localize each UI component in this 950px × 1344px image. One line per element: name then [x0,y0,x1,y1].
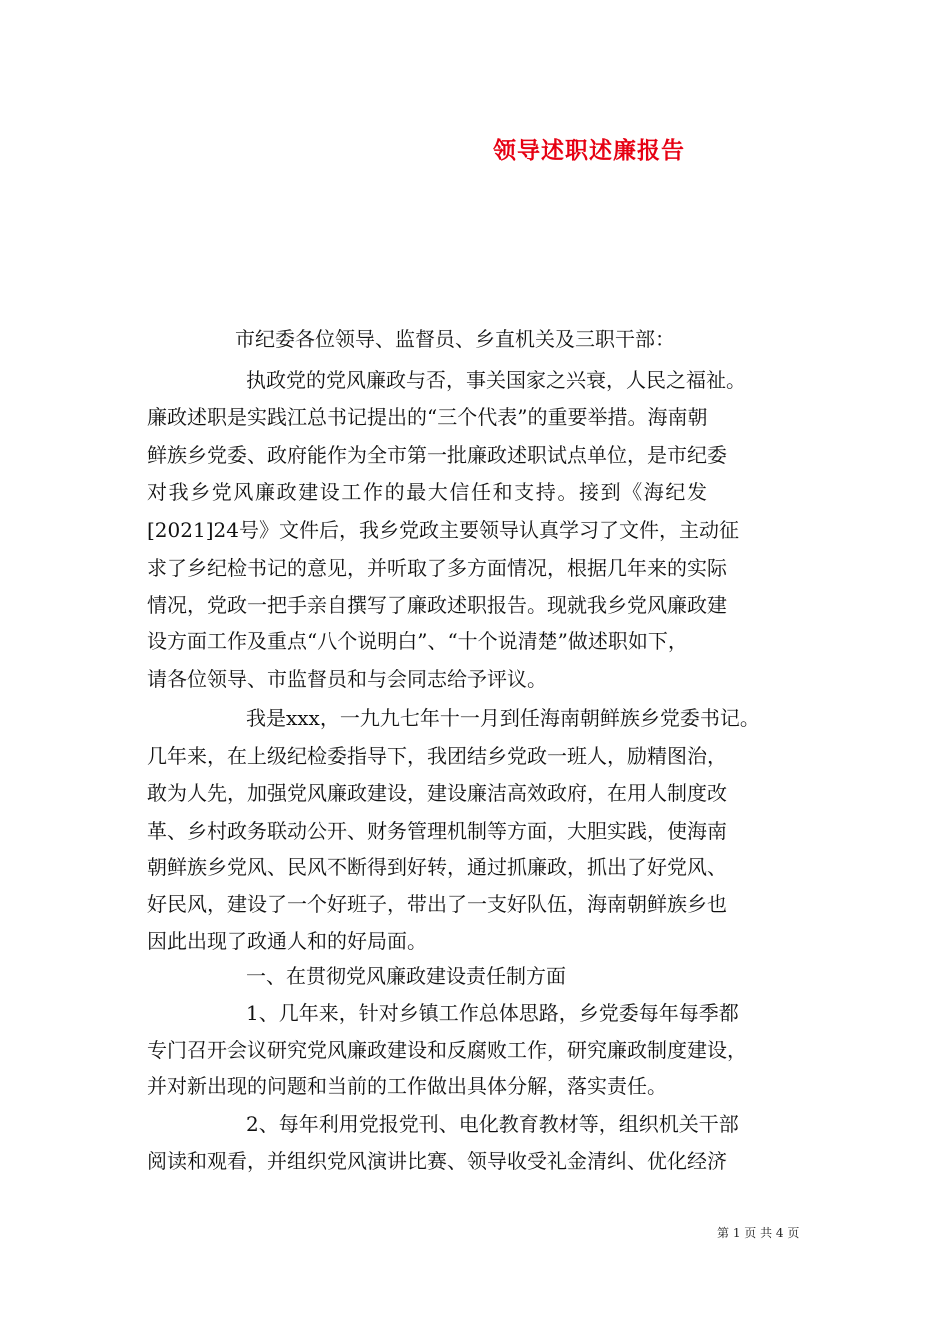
paragraph-line: 专门召开会议研究党风廉政建设和反腐败工作，研究廉政制度建设， [147,1038,747,1062]
paragraph-line: 几年来，在上级纪检委指导下，我团结乡党政一班人，励精图治， [147,744,727,768]
paragraph-line: 2、每年利用党报党刊、电化教育教材等，组织机关干部 [246,1112,739,1136]
salutation-line: 市纪委各位领导、监督员、乡直机关及三职干部： [235,327,675,351]
document-title: 领导述职述廉报告 [493,137,685,164]
paragraph-line: 1、几年来，针对乡镇工作总体思路，乡党委每年每季都 [246,1001,739,1025]
page-number-footer: 第 1 页 共 4 页 [717,1226,800,1240]
paragraph-line: 敢为人先，加强党风廉政建设，建设廉洁高效政府，在用人制度改 [147,781,727,805]
paragraph-line: 请各位领导、市监督员和与会同志给予评议。 [147,667,547,691]
paragraph-line: 执政党的党风廉政与否，事关国家之兴衰，人民之福祉。 [246,368,746,392]
section-heading: 一、在贯彻党风廉政建设责任制方面 [246,964,566,988]
paragraph-line: 对我乡党风廉政建设工作的最大信任和支持。接到《海纪发 [147,480,709,504]
paragraph-line: 好民风，建设了一个好班子，带出了一支好队伍，海南朝鲜族乡也 [147,892,727,916]
paragraph-line: 革、乡村政务联动公开、财务管理机制等方面，大胆实践，使海南 [147,819,727,843]
paragraph-line: 我是xxx，一九九七年十一月到任海南朝鲜族乡党委书记。 [246,706,760,730]
paragraph-line: 因此出现了政通人和的好局面。 [147,929,427,953]
paragraph-line: 阅读和观看，并组织党风演讲比赛、领导收受礼金清纠、优化经济 [147,1149,727,1173]
paragraph-line: 朝鲜族乡党风、民风不断得到好转，通过抓廉政，抓出了好党风、 [147,855,727,879]
paragraph-line: 情况，党政一把手亲自撰写了廉政述职报告。现就我乡党风廉政建 [147,593,727,617]
paragraph-line: [2021]24号》文件后，我乡党政主要领导认真学习了文件，主动征 [147,518,739,542]
paragraph-line: 求了乡纪检书记的意见，并听取了多方面情况，根据几年来的实际 [147,556,727,580]
paragraph-line: 设方面工作及重点“八个说明白”、“十个说清楚”做述职如下， [147,629,688,653]
paragraph-line: 廉政述职是实践江总书记提出的“三个代表”的重要举措。海南朝 [147,405,708,429]
paragraph-line: 并对新出现的问题和当前的工作做出具体分解，落实责任。 [147,1074,667,1098]
paragraph-line: 鲜族乡党委、政府能作为全市第一批廉政述职试点单位，是市纪委 [147,443,727,467]
